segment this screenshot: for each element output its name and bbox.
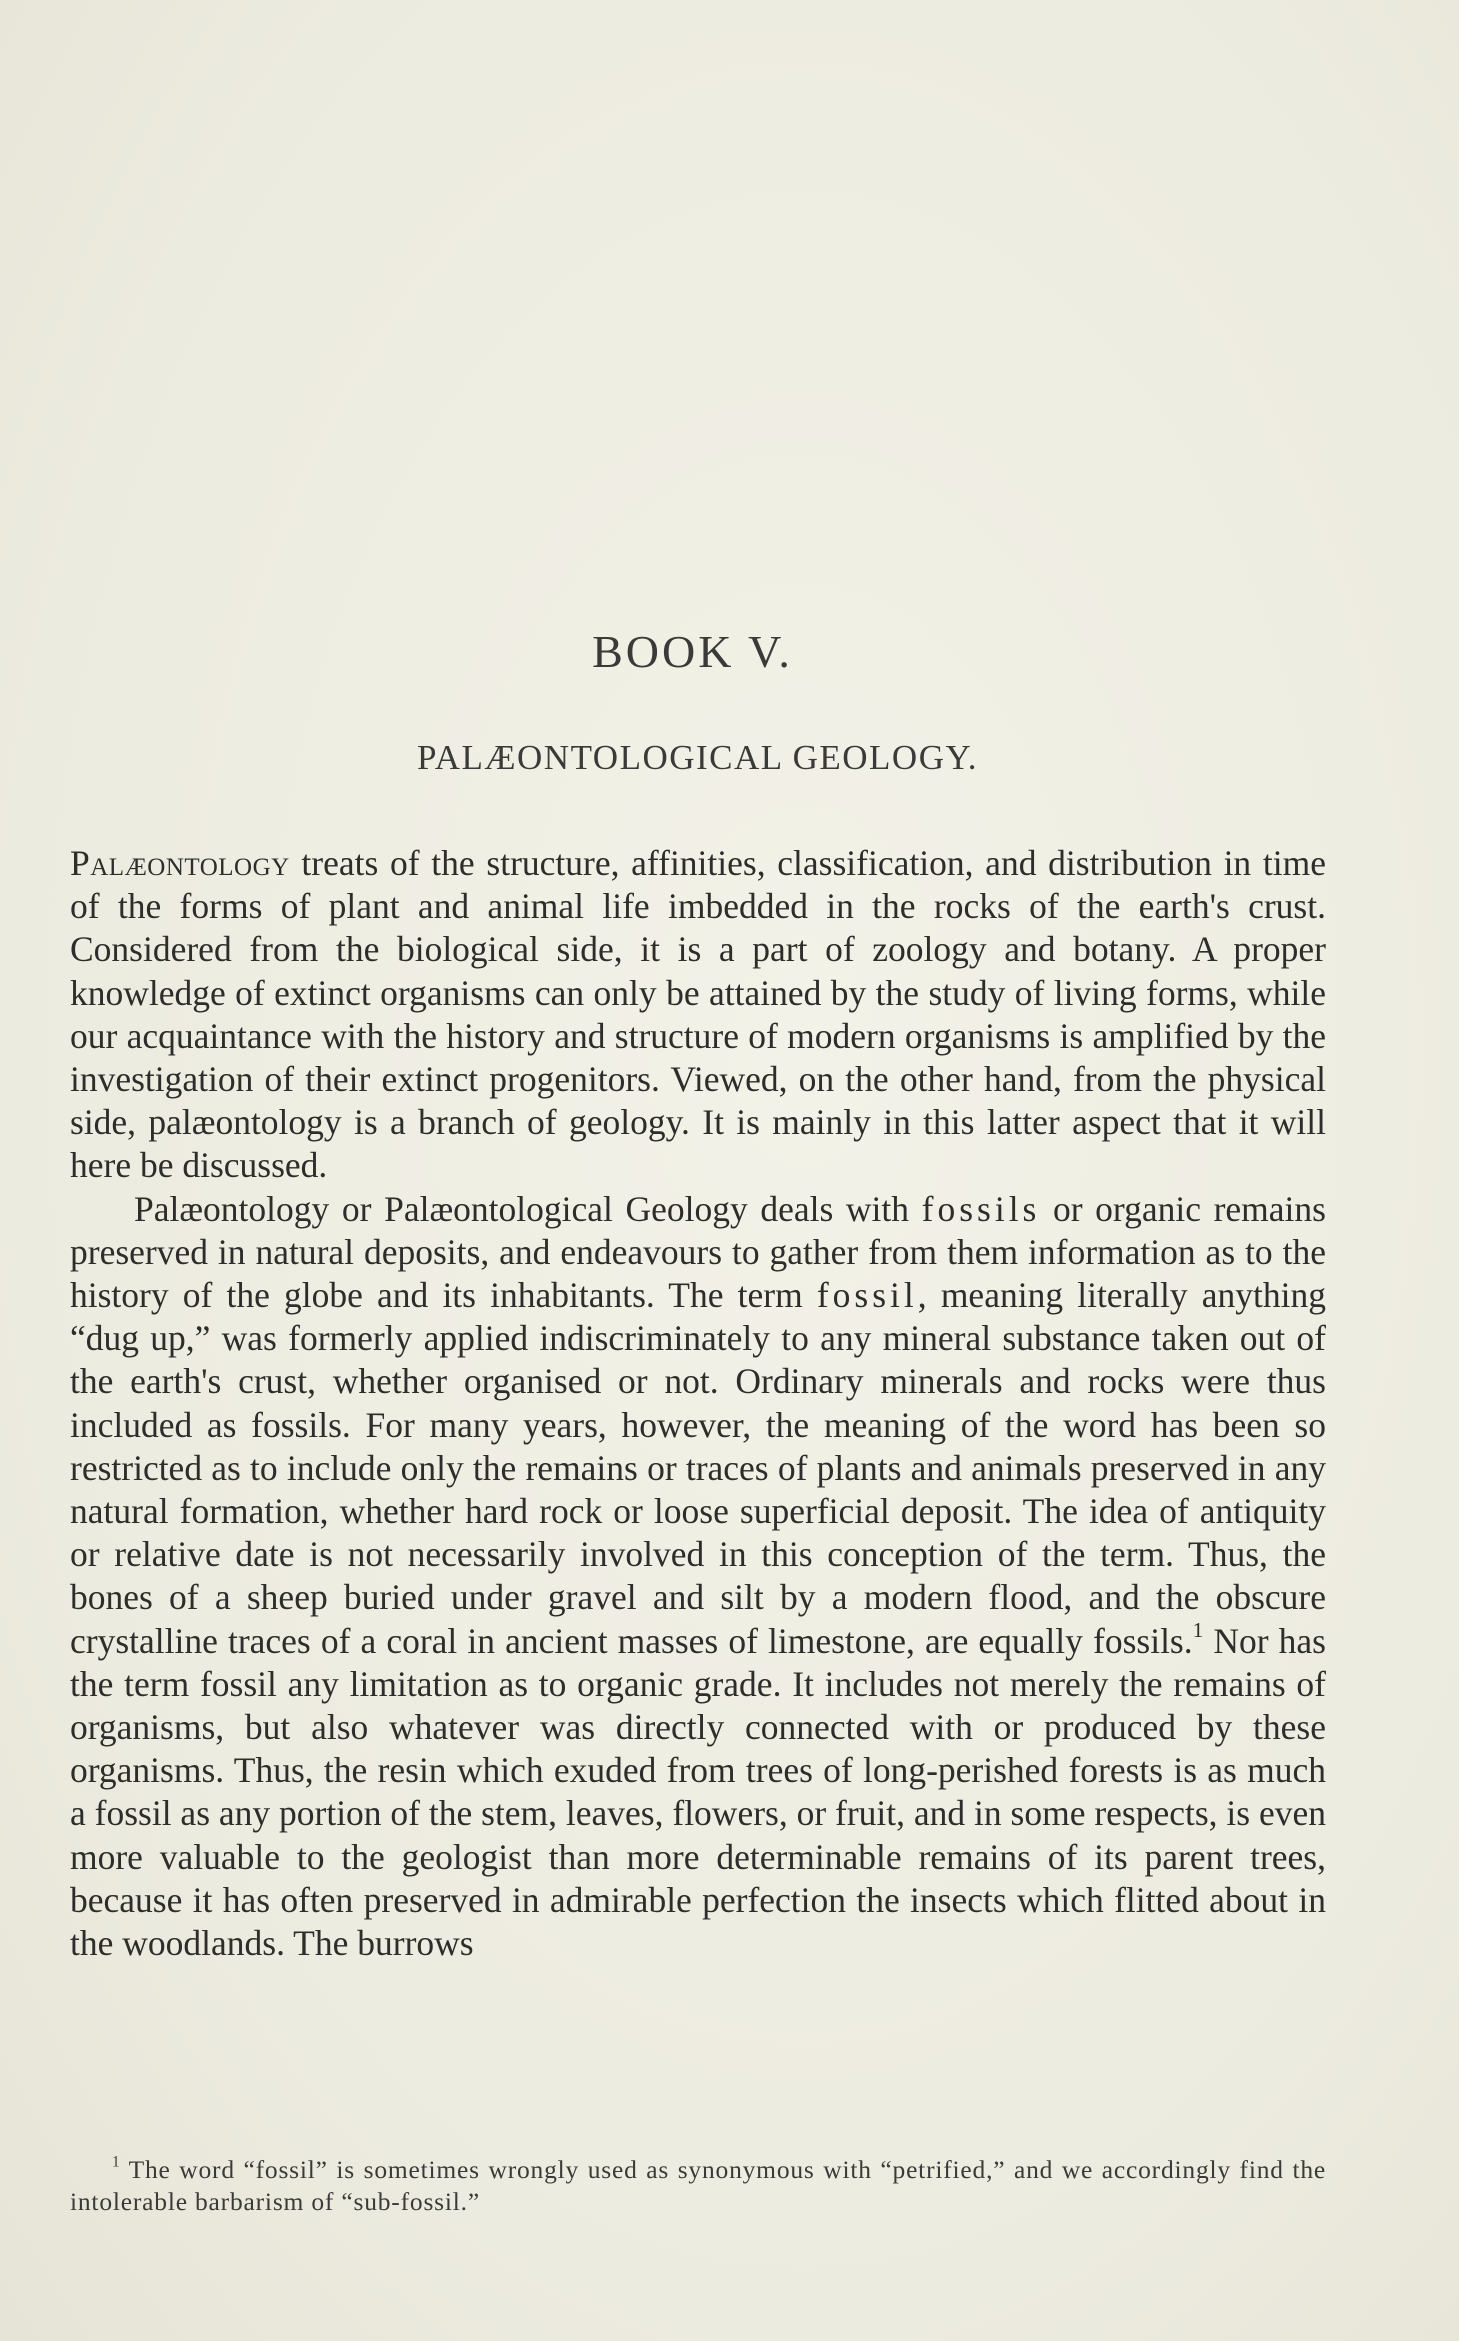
lead-word: Palæontology (70, 843, 290, 883)
paragraph-1 (70, 842, 1326, 1188)
footnote-text: The word “fossil” is sometimes wrongly used as synonymous with “petrified,” and we accordingly find the intolerable barbarism of “sub-fossil.” (70, 2155, 1326, 2216)
footnote (70, 2154, 1326, 2218)
paragraph-2-part-d: Nor has the term fossil any limitation as to organic grade. It includes not merely the remains of organisms, but also whatever was directly connected with or produced by these organisms. Thus, the resin which exuded from trees of long-perished forests is as much a fossil as any portion of the stem, leaves, flowers, or fruit, and in some respects, is even more valuable to the geologist than more determinable remains of its parent trees, because it has often preserved in admirable perfection the insects which flitted about in the woodlands. The burrows (70, 1620, 1326, 1964)
body-text (70, 842, 1326, 1965)
book-title: BOOK V. (592, 626, 793, 677)
book-subtitle: PALÆONTOLOGICAL GEOLOGY. (416, 738, 979, 777)
footnote-marker: 1 (112, 2153, 121, 2171)
paragraph-2-part-c: , meaning literally anything “dug up,” was formerly applied indiscriminately to any mineral substance taken out of the earth's crust, whether organised or not. Ordinary minerals and rocks were thus included as fossils. For many years, however, the meaning of the word has been so restricted as to include only the remains or traces of plants and animals preserved in any natural formation, whether hard rock or loose superficial deposit. The idea of antiquity or relative date is not necessarily involved in this conception of the term. Thus, the bones of a sheep buried under gravel and silt by a modern flood, and the obscure crystalline traces of a coral in ancient masses of limestone, are equally fossils. (70, 1275, 1327, 1661)
footnote-reference: 1 (1192, 1617, 1204, 1642)
paragraph-2-part-a: Palæontology or Palæontological Geology deals with (134, 1188, 922, 1229)
paragraph-2-part-b: or organic remains preserved in natural deposits, and endeavours to gather from them information as to the history of the globe and its inhabitants. The term (70, 1188, 1326, 1316)
term-fossil: fossil (816, 1275, 918, 1316)
term-fossils: fossils (921, 1188, 1041, 1229)
paragraph-2 (70, 1188, 1326, 1966)
paragraph-1-text: treats of the structure, affinities, classification, and distribution in time of the forms of plant and animal life imbedded in the rocks of the earth's crust. Considered from the biological side, it is a part of zoology and botany. A proper knowledge of extinct organisms can only be attained by the study of living forms, while our acquaintance with the history and structure of modern organisms is amplified by the investigation of their extinct progenitors. Viewed, on the other hand, from the physical side, palæontology is a branch of geology. It is mainly in this latter aspect that it will here be discussed. (70, 843, 1326, 1186)
